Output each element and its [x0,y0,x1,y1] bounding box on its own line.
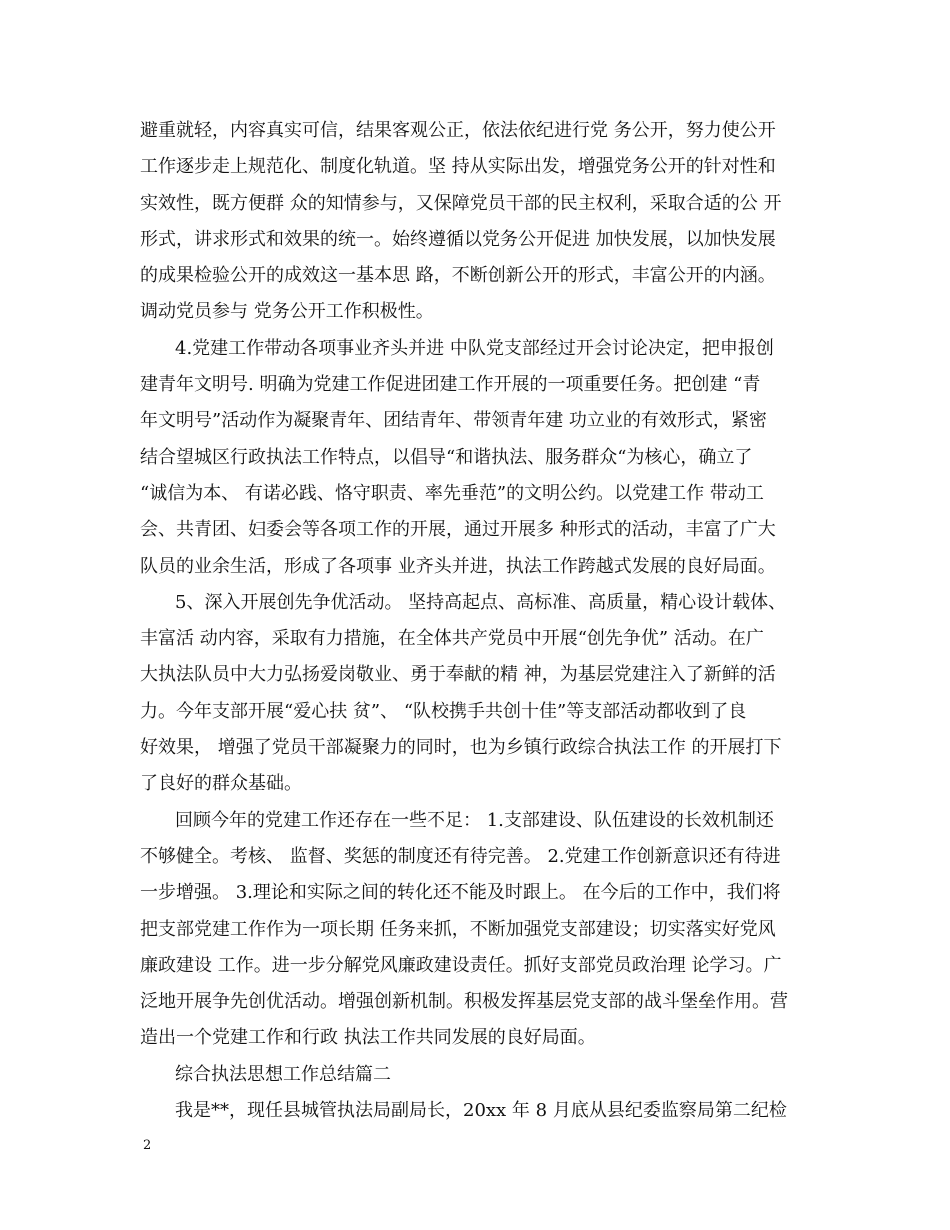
text-line: 工作逐步走上规范化、制度化轨道。坚 持从实际出发，增强党务公开的针对性和 [140,156,776,178]
text-line: 结合望城区行政执法工作特点，以倡导“和谐执法、服务群众“为核心，确立了 [140,446,753,468]
text-line: 了良好的群众基础。 [140,773,302,795]
text-line: 丰富活 动内容，采取有力措施，在全体共产党员中开展“创先争优” 活动。在广 [140,628,764,650]
paragraph-first-line: 5、深入开展创先争优活动。 坚持高起点、高标准、高质量，精心设计载体、 [175,591,787,613]
paragraph-first-line: 我是**，现任县城管执法局副局长，20xx 年 8 月底从县纪委监察局第二纪检 [175,1100,787,1122]
text-line: 不够健全。考核、 监督、奖惩的制度还有待完善。 2.党建工作创新意识还有待进 [140,845,781,867]
page-number: 2 [143,1138,152,1153]
text-line: 造出一个党建工作和行政 执法工作共同发展的良好局面。 [140,1027,596,1049]
text-line: 的成果检验公开的成效这一基本思 路，不断创新公开的形式，丰富公开的内涵。 [140,265,776,287]
text-line: 年文明号”活动作为凝聚青年、团结青年、带领青年建 功立业的有效形式，紧密 [140,410,767,432]
text-line: “诚信为本、 有诺必践、恪守职责、率先垂范”的文明公约。以党建工作 带动工 [140,482,764,504]
text-line: 会、共青团、妇委会等各项工作的开展，通过开展多 种形式的活动，丰富了广大 [140,519,776,541]
text-line: 廉政建设 工作。进一步分解党风廉政建设责任。抓好支部党员政治理 论学习。广 [140,954,782,976]
text-line: 建青年文明号. 明确为党建工作促进团建工作开展的一项重要任务。把创建 “青 [140,374,761,396]
text-line: 队员的业余生活，形成了各项事 业齐头并进，执法工作跨越式发展的良好局面。 [140,555,776,577]
body-text [140,113,815,1129]
paragraph-first-line: 回顾今年的党建工作还存在一些不足： 1.支部建设、队伍建设的长效机制还 [175,809,774,831]
text-line: 实效性，既方便群 众的知情参与，又保障党员干部的民主权利，采取合适的公 开 [140,192,782,214]
text-line: 大执法队员中大力弘扬爱岗敬业、勇于奉献的精 神，为基层党建注入了新鲜的活 [140,664,776,686]
text-line: 泛地开展争先创优活动。增强创新机制。积极发挥基层党支部的战斗堡垒作用。营 [140,991,788,1013]
paragraph-first-line: 4.党建工作带动各项事业齐头并进 中队党支部经过开会讨论决定，把申报创 [175,337,774,359]
text-line: 调动党员参与 党务公开工作积极性。 [140,301,434,323]
text-line: 避重就轻，内容真实可信，结果客观公正，依法依纪进行党 务公开，努力使公开 [140,120,776,141]
text-line: 力。今年支部开展“爱心扶 贫”、 “队校携手共创十佳”等支部活动都收到了良 [140,700,747,722]
text-line: 形式，讲求形式和效果的统一。始终遵循以党务公开促进 加快发展，以加快发展 [140,228,776,250]
text-line: 好效果， 增强了党员干部凝聚力的同时，也为乡镇行政综合执法工作 的开展打下 [140,737,782,759]
section-heading: 综合执法思想工作总结篇二 [175,1063,391,1085]
text-line: 一步增强。 3.理论和实际之间的转化还不能及时跟上。 在今后的工作中，我们将 [140,882,781,904]
text-line: 把支部党建工作作为一项长期 任务来抓，不断加强党支部建设；切实落实好党风 [140,918,776,940]
